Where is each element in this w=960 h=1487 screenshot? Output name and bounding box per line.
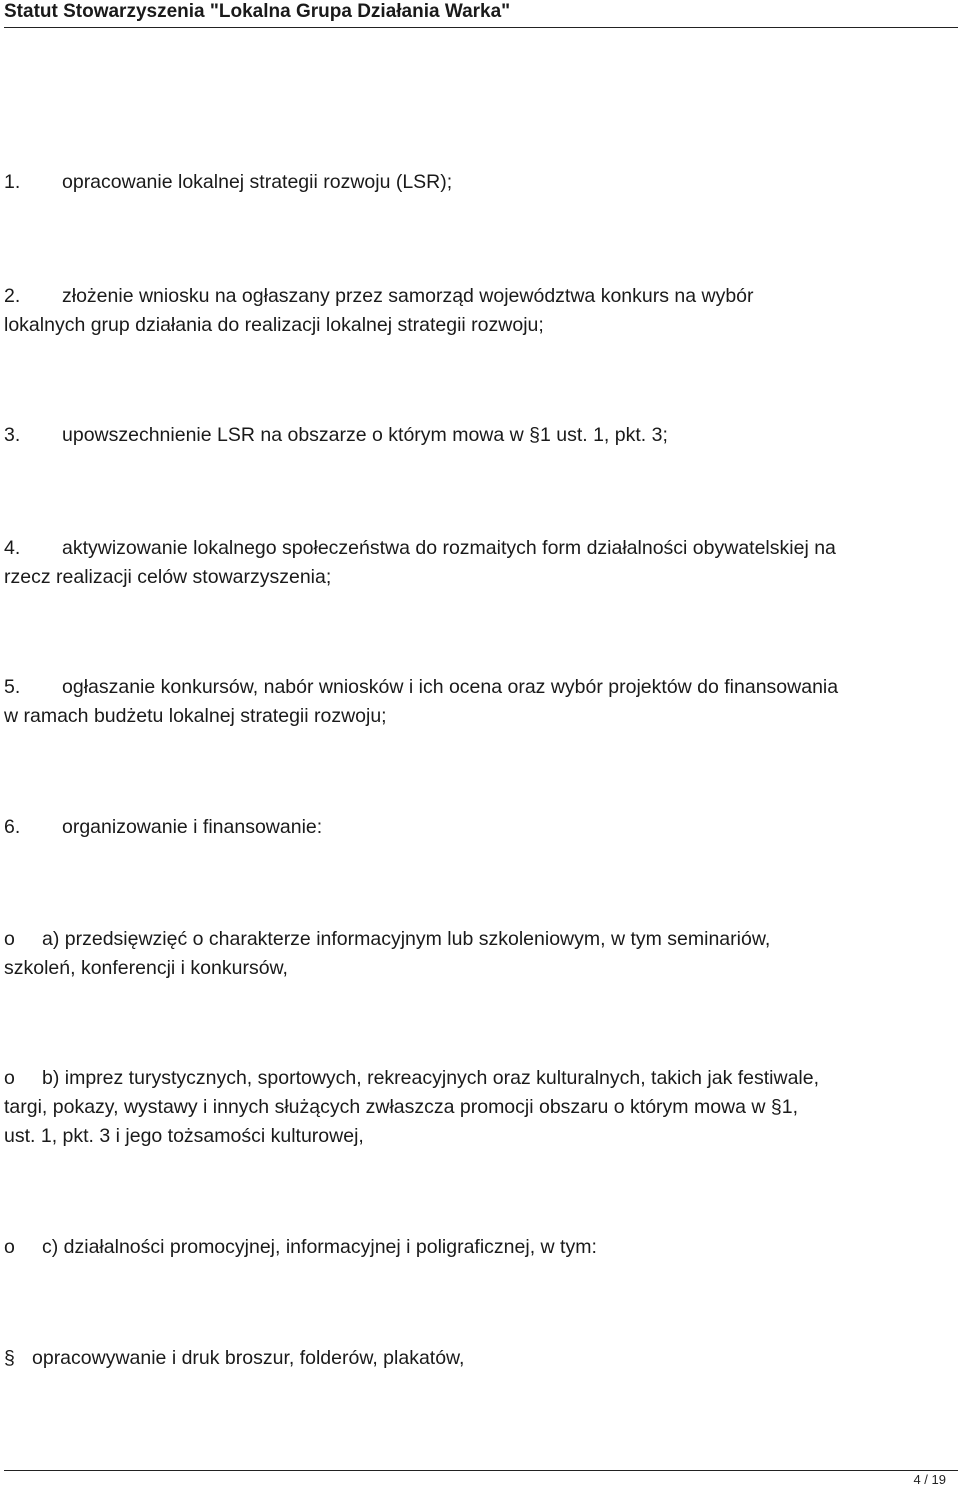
sub-sub-list-item [4,1344,958,1373]
list-text: rzecz realizacji celów stowarzyszenia; [4,566,332,588]
list-item [4,168,958,197]
list-text: w ramach budżetu lokalnej strategii rozwoju; [4,705,387,727]
sub-list-item [4,1064,958,1151]
list-item [4,813,958,842]
header-divider [4,27,958,28]
list-text: ogłaszanie konkursów, nabór wniosków i ich ocena oraz wybór projektów do finansowania [62,676,839,698]
list-item [4,282,958,340]
sub-sub-list-text: opracowywanie i druk broszur, folderów, plakatów, [32,1347,465,1369]
list-item [4,673,958,731]
page-header-title: Statut Stowarzyszenia "Lokalna Grupa Działania Warka" [4,1,511,22]
list-number: 4. [4,537,21,559]
list-item [4,421,958,450]
sub-list-text: targi, pokazy, wystawy i innych służących zwłaszcza promocji obszaru o którym mowa w §1, [4,1096,798,1118]
sub-list-text: a) przedsięwzięć o charakterze informacyjnym lub szkoleniowym, w tym seminariów, [42,928,771,950]
circle-bullet: o [4,1236,15,1258]
list-number: 6. [4,816,21,838]
list-text: opracowanie lokalnej strategii rozwoju (LSR); [62,171,453,193]
sub-list-item [4,1233,958,1262]
list-number: 2. [4,285,21,307]
list-number: 1. [4,171,21,193]
sub-list-text: szkoleń, konferencji i konkursów, [4,957,288,979]
list-number: 3. [4,424,21,446]
sub-list-item [4,925,958,983]
page-number: 4 / 19 [913,1472,946,1487]
list-item [4,534,958,592]
list-text: organizowanie i finansowanie: [62,816,323,838]
list-text: upowszechnienie LSR na obszarze o którym mowa w §1 ust. 1, pkt. 3; [62,424,668,446]
footer-divider [4,1470,958,1471]
circle-bullet: o [4,928,15,950]
list-text: lokalnych grup działania do realizacji lokalnej strategii rozwoju; [4,314,544,336]
section-bullet: § [4,1347,15,1369]
circle-bullet: o [4,1067,15,1089]
list-number: 5. [4,676,21,698]
sub-list-text: b) imprez turystycznych, sportowych, rekreacyjnych oraz kulturalnych, takich jak festiwale, [42,1067,820,1089]
list-text: złożenie wniosku na ogłaszany przez samorząd województwa konkurs na wybór [62,285,754,307]
list-text: aktywizowanie lokalnego społeczeństwa do rozmaitych form działalności obywatelskiej na [62,537,836,559]
sub-list-text: ust. 1, pkt. 3 i jego tożsamości kulturowej, [4,1125,364,1147]
sub-list-text: c) działalności promocyjnej, informacyjnej i poligraficznej, w tym: [42,1236,597,1258]
